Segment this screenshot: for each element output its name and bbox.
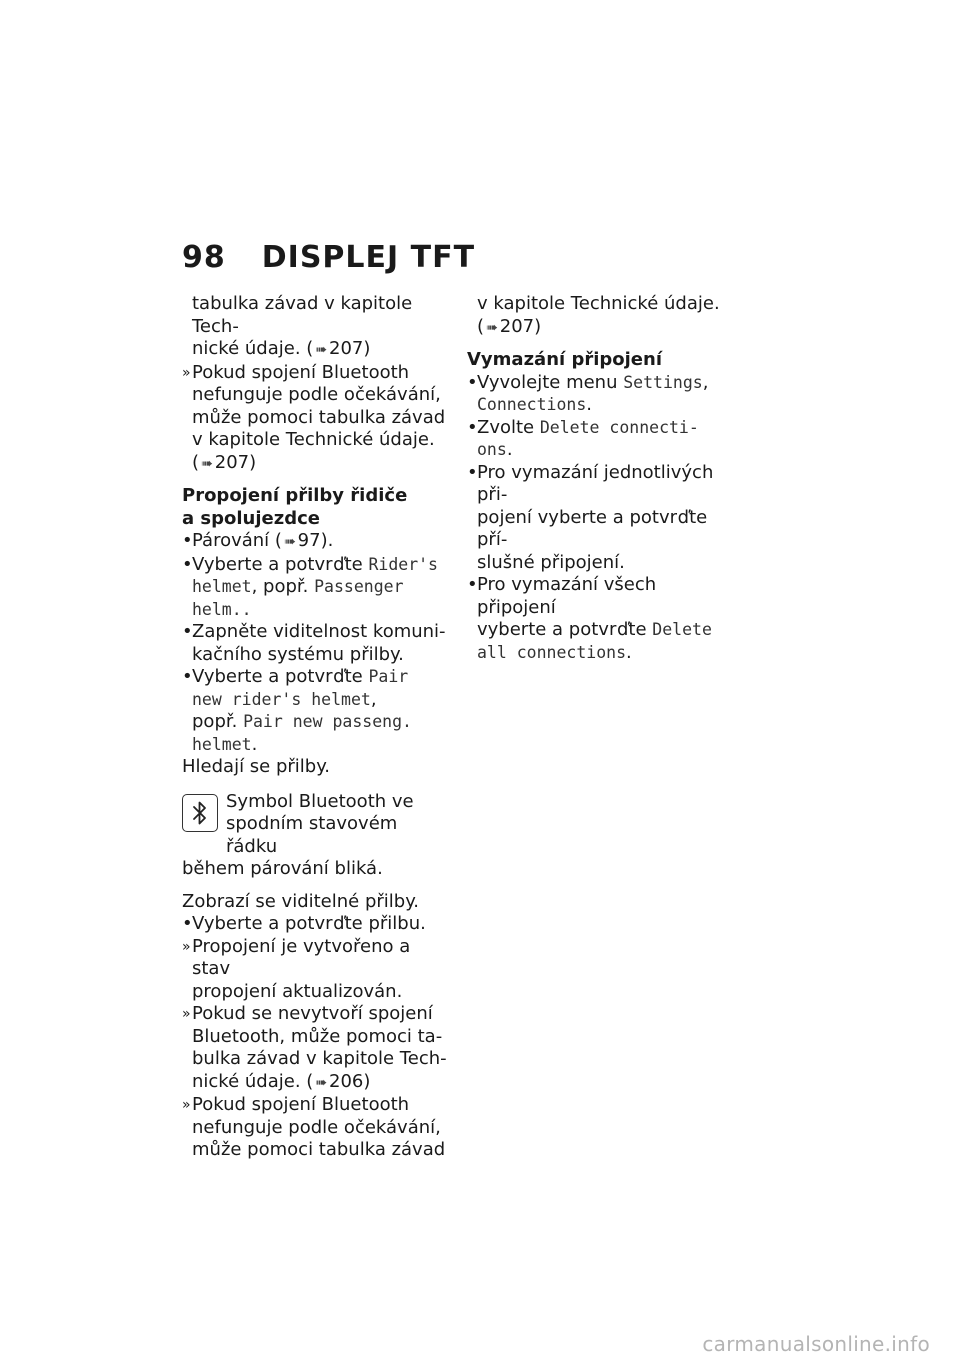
left-column xyxy=(182,293,454,1162)
text-line: ( ➠ 207) xyxy=(467,316,739,340)
right-column xyxy=(467,293,739,664)
text-line: tabulka závad v kapitole Tech- xyxy=(192,293,413,337)
bluetooth-icon xyxy=(182,794,218,832)
list-item: • Párování ( ➠ 97). xyxy=(182,530,454,554)
arrow-reference-icon: ➠ xyxy=(201,455,213,472)
text-line: Zobrazí se viditelné přilby. xyxy=(182,890,420,912)
text-line: v kapitole Technické údaje. xyxy=(477,293,720,314)
section-heading: Vymazání připojení xyxy=(467,349,662,370)
text-line: Hledají se přilby. xyxy=(182,756,331,777)
watermark: carmanualsonline.info xyxy=(702,1332,930,1356)
list-item: • Pro vymazání jednotlivých při- pojení vyberte a potvrďte pří- slušné připojení. xyxy=(467,462,739,575)
arrow-reference-icon: ➠ xyxy=(486,319,498,336)
list-item: • Pro vymazání všech připojení vyberte a potvrďte Delete all connections. xyxy=(467,574,739,664)
result-item: » Pokud spojení Bluetooth nefunguje podle očekávání, může pomoci tabulka závad xyxy=(182,1094,454,1162)
bluetooth-note: Symbol Bluetooth ve spodním stavovém řádku během párování bliká. xyxy=(182,790,414,879)
arrow-reference-icon: ➠ xyxy=(315,1074,328,1091)
page-header xyxy=(182,240,475,275)
list-item: • Vyberte a potvrďte Rider's helmet, popř. Passenger helm.. xyxy=(182,554,454,622)
arrow-reference-icon: ➠ xyxy=(315,342,328,358)
page-number: 98 xyxy=(182,240,226,275)
result-item: » Pokud se nevytvoří spojení Bluetooth, může pomoci ta- bulka závad v kapitole Tech- nické údaje. ( ➠ 206) xyxy=(182,1003,454,1094)
list-item: • Zapněte viditelnost komuni- kačního systému přilby. xyxy=(182,621,454,666)
result-item: » Pokud spojení Bluetooth nefunguje podle očekávání, může pomoci tabulka závad v kapitole Technické údaje. ( ➠ 207) xyxy=(182,362,454,476)
result-item: » Propojení je vytvořeno a stav propojení aktualizován. xyxy=(182,936,454,1004)
list-item: • Vyberte a potvrďte přilbu. xyxy=(182,913,454,936)
text-line: nické údaje. ( ➠ 207) xyxy=(182,338,454,362)
list-item: • Vyvolejte menu Settings, Connections. xyxy=(467,372,739,417)
page-title: DISPLEJ TFT xyxy=(261,240,476,275)
list-item: • Vyberte a potvrďte Pair new rider's helmet, popř. Pair new passeng. helmet. xyxy=(182,666,454,756)
list-item: • Zvolte Delete connecti- ons. xyxy=(467,417,739,462)
arrow-reference-icon: ➠ xyxy=(283,534,296,550)
section-heading: Propojení přilby řidiče a spolujezdce xyxy=(182,485,408,529)
